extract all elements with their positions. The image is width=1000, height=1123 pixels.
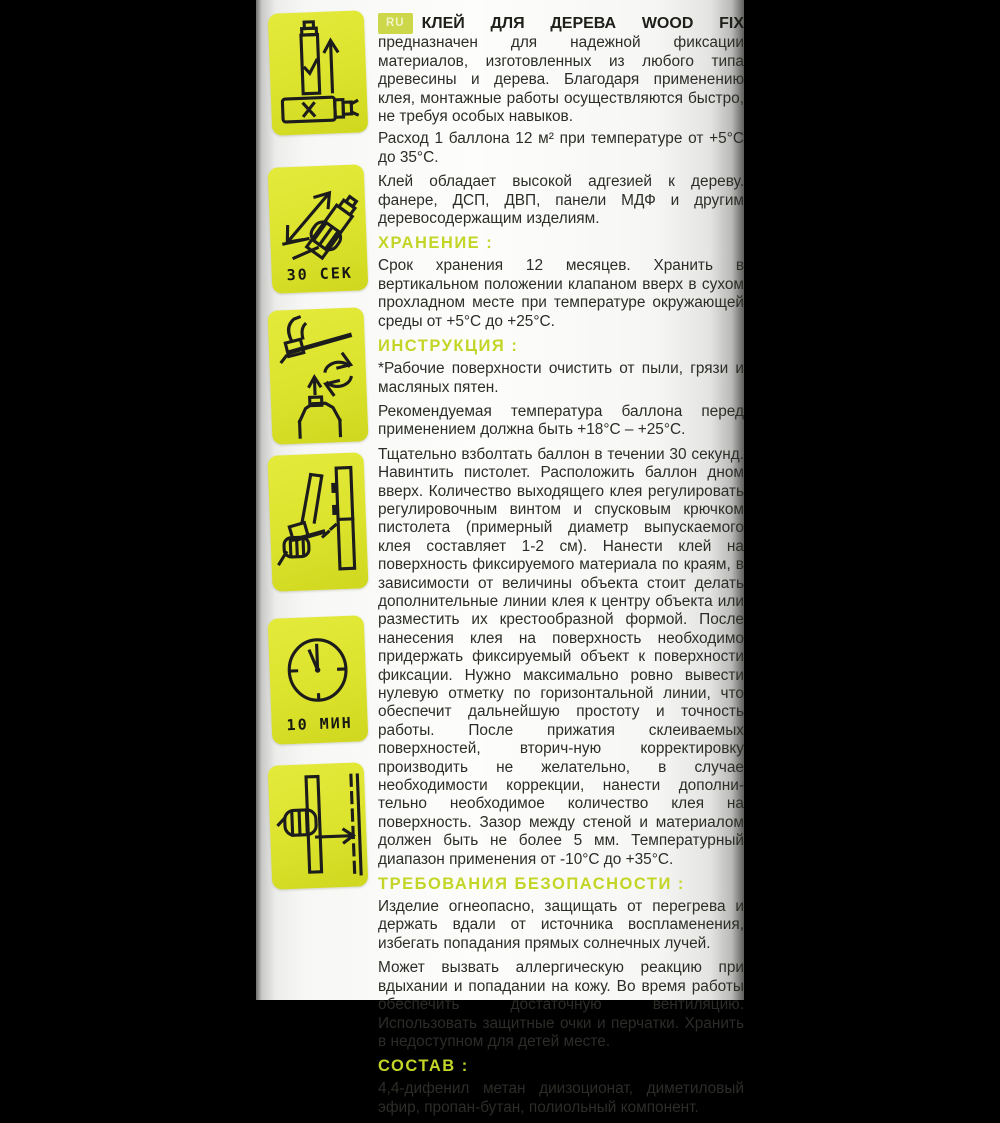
- screw-gun-on-valve-icon: [272, 312, 365, 439]
- pictogram-tile-wait: [268, 615, 369, 745]
- composition-paragraph: 4,4-дифенил метан диизоционат, диметиловый эфир, пропан-бутан, полиольный компонент.: [378, 1080, 744, 1117]
- safety-paragraph-2: Может вызвать аллергическую реакцию при вдыхании и попадании на кожу. Во время работы обеспечить достаточную вентиляцию. Использовать защитные очки и перчатки. Хранить в недоступном для детей месте.: [378, 959, 744, 1051]
- instruction-paragraph-3: Тщательно взболтать баллон в течении 30 секунд. Навинтить пистолет. Расположить баллон дном вверх. Количество выходящего клея регулировать регулировочным винтом и спусковым крючком пистолета (примерный диаметр выпускаемого клея составляет 1-2 см). Нанести клей на поверхность фиксируемого материала по краям, в зависимости от величины объекта стоит делать дополнительные линии клея к центру объекта или разместить их крестообразной формой. После нанесения клея на поверхность необходимо придержать фиксируемый объект к поверхности фиксации. Нужно максимально ровно вывести нулевую отметку по горизонтальной линии, что обеспечит дальнейшую простоту и точность работы. После прижатия склеиваемых поверхностей, вторич-ную корректировку производить не желательно, в случае необходимости коррекции, нанести дополни-тельно необходимое количество клея на поверхность. Зазор между стеной и материалом должен быть не более 5 мм. Температурный диапазон применения от -10°С до +35°С.: [378, 446, 744, 869]
- intro-paragraph: [378, 13, 744, 126]
- label-text-column: [378, 13, 744, 1123]
- consumption-paragraph: Расход 1 баллона 12 м² при температуре от +5°С до 35°С.: [378, 130, 744, 167]
- safety-paragraph-1: Изделие огнеопасно, защищать от перегрева и держать вдали от источника воспламенения, избегать попадания прямых солнечных лучей.: [378, 898, 744, 953]
- shake-caption: 30 СЕК: [286, 264, 353, 285]
- press-board-to-wall-icon: [272, 767, 364, 884]
- shake-can-icon: [272, 173, 363, 264]
- adhesion-paragraph: Клей обладает высокой адгезией к дереву. фанере, ДСП, ДВП, панели МДФ и другим деревосодержащим изделиям.: [378, 173, 744, 228]
- pictogram-tile-orientation: [268, 10, 369, 136]
- wait-caption: 10 МИН: [286, 714, 353, 735]
- safety-heading: ТРЕБОВАНИЯ БЕЗОПАСНОСТИ :: [378, 875, 744, 894]
- pictogram-tile-apply: [267, 452, 368, 592]
- instruction-heading: ИНСТРУКЦИЯ :: [378, 337, 744, 356]
- instruction-paragraph-1: *Рабочие поверхности очистить от пыли, грязи и масляных пятен.: [378, 360, 744, 397]
- language-badge: RU: [378, 13, 413, 34]
- product-title: КЛЕЙ ДЛЯ ДЕРЕВА WOOD FIX: [422, 15, 744, 32]
- pictogram-tile-mount-gun: [267, 307, 368, 445]
- intro-text: предназначен для надежной фиксации материалов, изготовленных из любого типа древесины и дерева. Благодаря применению клея, монтажные работы осуществляются быстро, не требуя особых навыков.: [378, 34, 744, 125]
- storage-paragraph: Срок хранения 12 месяцев. Хранить в вертикальном положении клапаном вверх в сухом прохладном месте при температуре окружающей среды от +5°С до +25°С.: [378, 257, 744, 331]
- storage-heading: ХРАНЕНИЕ :: [378, 234, 744, 253]
- pictogram-tile-press: [268, 762, 369, 890]
- can-upright-ok-horizontal-no-icon: [272, 15, 364, 130]
- pictogram-tile-shake: [268, 164, 369, 294]
- instruction-paragraph-2: Рекомендуемая температура баллона перед применением должна быть +18°С – +25°С.: [378, 403, 744, 440]
- clock-icon: [272, 625, 363, 714]
- composition-heading: СОСТАВ :: [378, 1057, 744, 1076]
- apply-glue-to-panel-icon: [272, 457, 365, 586]
